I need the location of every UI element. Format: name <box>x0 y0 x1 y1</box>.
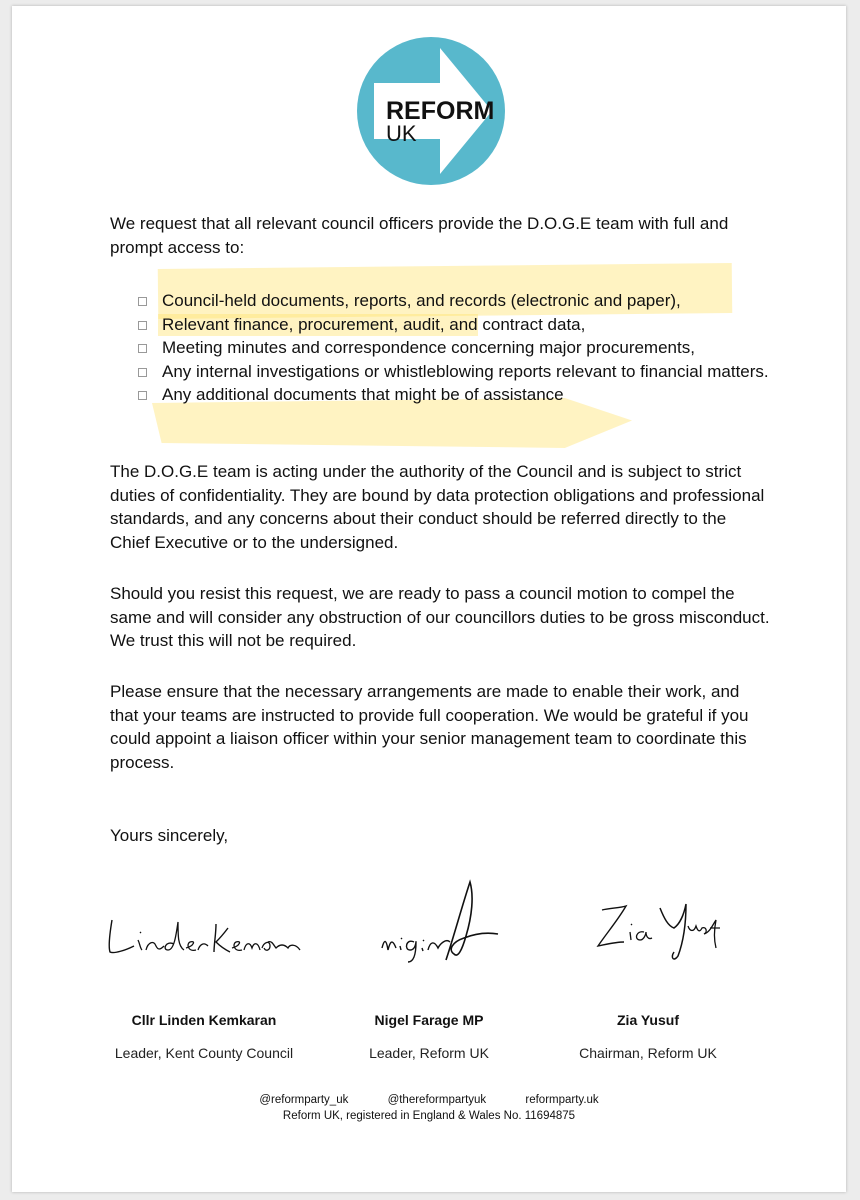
signer-name-yusuf: Zia Yusuf <box>617 1012 679 1028</box>
signature-farage-icon <box>374 876 514 971</box>
reform-uk-arrow-logo-icon <box>356 36 506 186</box>
signer-role-yusuf: Chairman, Reform UK <box>579 1045 717 1061</box>
footer-handle-1: @reformparty_uk <box>259 1094 349 1106</box>
signer-role-kemkaran: Leader, Kent County Council <box>114 1045 294 1061</box>
letter-footer <box>12 1092 846 1124</box>
closing-line: Yours sincerely, <box>110 826 229 845</box>
checkbox-icon <box>138 344 147 353</box>
signer-name-kemkaran: Cllr Linden Kemkaran <box>131 1012 277 1028</box>
footer-handle-2: @thereformpartyuk <box>387 1094 487 1106</box>
signer-role-farage: Leader, Reform UK <box>369 1045 489 1061</box>
letter-page <box>12 6 846 1192</box>
checkbox-icon <box>138 391 147 400</box>
list-item: Relevant finance, procurement, audit, and contract data, <box>134 313 774 337</box>
footer-links <box>12 1092 846 1108</box>
footer-website: reformparty.uk <box>525 1094 599 1106</box>
footer-registration: Reform UK, registered in England & Wales No. 11694875 <box>282 1110 576 1122</box>
checkbox-icon <box>138 368 147 377</box>
resist-paragraph: Should you resist this request, we are ready to pass a council motion to compel the same and will consider any obstruction of our councillors duties to be gross misconduct. We trust this will not be required. <box>110 584 770 650</box>
logo-text-reform: REFORM <box>386 97 495 125</box>
authority-paragraph: The D.O.G.E team is acting under the authority of the Council and is subject to strict duties of confidentiality. They are bound by data protection obligations and professional standards, and any concerns about their conduct should be referred directly to the Chief Executive or to the undersigned. <box>110 462 765 552</box>
signature-yusuf-icon <box>590 896 730 966</box>
intro-paragraph: We request that all relevant council officers provide the D.O.G.E team with full and prompt access to: <box>110 214 729 257</box>
checkbox-icon <box>138 321 147 330</box>
arrangements-paragraph: Please ensure that the necessary arrangements are made to enable their work, and that your teams are instructed to provide full cooperation. We would be grateful if you could appoint a liaison officer within your senior management team to coordinate this process. <box>110 682 749 772</box>
list-item: Council-held documents, reports, and records (electronic and paper), <box>134 289 774 313</box>
list-item: Any internal investigations or whistleblowing reports relevant to financial matters. <box>134 360 774 384</box>
signature-kemkaran-icon <box>104 906 314 966</box>
logo-text-uk: UK <box>386 121 417 146</box>
signer-name-farage: Nigel Farage MP <box>374 1012 484 1028</box>
reform-uk-logo <box>356 36 506 186</box>
list-item: Any additional documents that might be of assistance <box>134 383 774 407</box>
list-item: Meeting minutes and correspondence concerning major procurements, <box>134 336 774 360</box>
access-list <box>134 289 774 407</box>
checkbox-icon <box>138 297 147 306</box>
signatures <box>12 866 846 976</box>
